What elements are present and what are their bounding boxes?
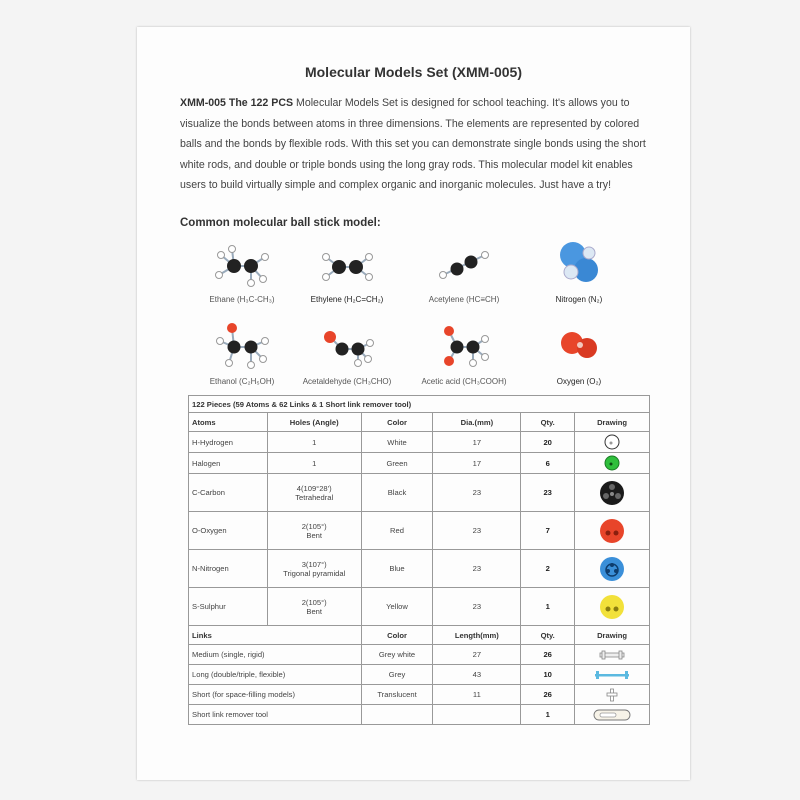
atom-drawing xyxy=(575,588,650,626)
molecule-acetylene xyxy=(404,237,524,304)
atom-holes: 1 xyxy=(267,453,361,474)
column-header: Qty. xyxy=(521,413,575,432)
ethane-model-icon xyxy=(207,237,277,293)
atom-name: S-Sulphur xyxy=(189,588,268,626)
acetic-acid-model-icon xyxy=(429,319,499,375)
models-subheading: Common molecular ball stick model: xyxy=(180,217,381,229)
molecule-caption: Ethane (H₃C-CH₃) xyxy=(209,295,275,304)
column-header: Qty. xyxy=(521,626,575,645)
acetaldehyde-model-icon xyxy=(312,319,382,375)
nitrogen-model-icon xyxy=(544,237,614,293)
table-row xyxy=(189,685,650,705)
atom-quantity: 23 xyxy=(521,474,575,512)
long-link-icon xyxy=(592,669,632,681)
link-quantity: 10 xyxy=(521,665,575,685)
column-header: Color xyxy=(361,626,433,645)
ethanol-model-icon xyxy=(207,319,277,375)
links-header-row xyxy=(189,626,650,645)
link-name: Long (double/triple, flexible) xyxy=(189,665,362,685)
atom-diameter: 23 xyxy=(433,512,521,550)
column-header: Color xyxy=(361,413,433,432)
molecule-acetaldehyde xyxy=(287,319,407,386)
acetylene-model-icon xyxy=(429,237,499,293)
atom-quantity: 6 xyxy=(521,453,575,474)
molecule-ethylene xyxy=(287,237,407,304)
link-drawing xyxy=(575,645,650,665)
table-row xyxy=(189,474,650,512)
link-color xyxy=(361,705,433,725)
atoms-header-row xyxy=(189,413,650,432)
molecule-nitrogen xyxy=(519,237,639,304)
atom-quantity: 20 xyxy=(521,432,575,453)
atom-name: C-Carbon xyxy=(189,474,268,512)
molecule-caption: Acetylene (HC≡CH) xyxy=(428,295,500,304)
atom-holes: 4(109°28') xyxy=(296,483,332,493)
atom-holes: 3(107°) xyxy=(301,559,327,569)
link-color: Grey white xyxy=(361,645,433,665)
atom-name: H-Hydrogen xyxy=(189,432,268,453)
link-drawing xyxy=(575,665,650,685)
atom-geometry: Trigonal pyramidal xyxy=(283,568,346,578)
intro-lead: XMM-005 The 122 PCS xyxy=(180,97,294,109)
atom-diameter: 23 xyxy=(433,550,521,588)
table-caption: 122 Pieces (59 Atoms & 62 Links & 1 Short link remover tool) xyxy=(189,396,650,413)
atom-drawing xyxy=(575,512,650,550)
atom-geometry: Tetrahedral xyxy=(295,492,334,502)
hydrogen-ball-icon xyxy=(603,433,621,451)
components-table xyxy=(188,395,650,725)
link-length xyxy=(433,705,521,725)
table-row xyxy=(189,453,650,474)
atom-color: Black xyxy=(361,474,433,512)
table-caption-row xyxy=(189,396,650,413)
molecule-ethanol xyxy=(182,319,302,386)
atom-color: White xyxy=(361,432,433,453)
ethylene-model-icon xyxy=(312,237,382,293)
atom-color: Green xyxy=(361,453,433,474)
atom-color: Yellow xyxy=(361,588,433,626)
column-header: Holes (Angle) xyxy=(267,413,361,432)
atom-holes-cell xyxy=(267,588,361,626)
atom-color: Red xyxy=(361,512,433,550)
oxygen-ball-icon xyxy=(598,517,626,545)
atom-geometry: Bent xyxy=(306,530,322,540)
nitrogen-ball-icon xyxy=(598,555,626,583)
table-row xyxy=(189,432,650,453)
atom-geometry: Bent xyxy=(306,606,322,616)
sulphur-ball-icon xyxy=(598,593,626,621)
atom-holes-cell xyxy=(267,512,361,550)
molecule-caption: Nitrogen (N₂) xyxy=(555,295,603,304)
molecule-ethane xyxy=(182,237,302,304)
oxygen-model-icon xyxy=(544,319,614,375)
atom-color: Blue xyxy=(361,550,433,588)
molecule-caption: Oxygen (O₂) xyxy=(556,377,602,386)
link-drawing xyxy=(575,685,650,705)
instruction-sheet xyxy=(137,27,690,780)
link-color: Translucent xyxy=(361,685,433,705)
atom-holes-cell xyxy=(267,474,361,512)
link-length: 27 xyxy=(433,645,521,665)
atom-quantity: 1 xyxy=(521,588,575,626)
column-header: Length(mm) xyxy=(433,626,521,645)
table-row xyxy=(189,665,650,685)
atom-drawing xyxy=(575,474,650,512)
carbon-ball-icon xyxy=(598,479,626,507)
short-link-icon xyxy=(605,688,619,702)
atom-name: O-Oxygen xyxy=(189,512,268,550)
atom-name: Halogen xyxy=(189,453,268,474)
table-row xyxy=(189,512,650,550)
atom-diameter: 23 xyxy=(433,588,521,626)
molecule-caption: Acetic acid (CH₃COOH) xyxy=(421,377,507,386)
column-header: Drawing xyxy=(575,413,650,432)
atom-diameter: 17 xyxy=(433,453,521,474)
atom-holes: 2(105°) xyxy=(301,521,327,531)
link-length: 11 xyxy=(433,685,521,705)
table-row xyxy=(189,705,650,725)
column-header: Atoms xyxy=(189,413,268,432)
atom-drawing xyxy=(575,550,650,588)
atom-quantity: 7 xyxy=(521,512,575,550)
molecule-acetic-acid xyxy=(404,319,524,386)
intro-body: Molecular Models Set is designed for school teaching. It's allows you to visualize the bonds between atoms in three dimensions. The elements are represented by colored balls and the bonds by flexible rods. With this set you can demonstrate single bonds using the short white rods, and double or triple bonds using the long gray rods. This molecular model kit enables users to build virtually simple and complex organic and inorganic molecules. Just have a try! xyxy=(180,97,646,192)
atom-drawing xyxy=(575,432,650,453)
link-quantity: 26 xyxy=(521,685,575,705)
atom-quantity: 2 xyxy=(521,550,575,588)
column-header: Dia.(mm) xyxy=(433,413,521,432)
molecule-caption: Ethanol (C₂H₅OH) xyxy=(209,377,275,386)
atom-holes: 2(105°) xyxy=(301,597,327,607)
link-length: 43 xyxy=(433,665,521,685)
atom-drawing xyxy=(575,453,650,474)
atom-diameter: 17 xyxy=(433,432,521,453)
atom-name: N-Nitrogen xyxy=(189,550,268,588)
link-color: Grey xyxy=(361,665,433,685)
table-row xyxy=(189,645,650,665)
remover-tool-icon xyxy=(592,708,632,722)
table-row xyxy=(189,588,650,626)
molecule-oxygen xyxy=(519,319,639,386)
link-quantity: 1 xyxy=(521,705,575,725)
column-header: Drawing xyxy=(575,626,650,645)
link-name: Short (for space-filling models) xyxy=(189,685,362,705)
halogen-ball-icon xyxy=(603,454,621,472)
link-name: Medium (single, rigid) xyxy=(189,645,362,665)
atom-holes-cell xyxy=(267,550,361,588)
medium-link-icon xyxy=(597,649,627,661)
atom-diameter: 23 xyxy=(433,474,521,512)
atom-holes: 1 xyxy=(267,432,361,453)
table-row xyxy=(189,550,650,588)
page-title: Molecular Models Set (XMM-005) xyxy=(304,64,523,80)
link-quantity: 26 xyxy=(521,645,575,665)
link-name: Short link remover tool xyxy=(189,705,362,725)
link-drawing xyxy=(575,705,650,725)
molecule-caption: Acetaldehyde (CH₃CHO) xyxy=(302,377,392,386)
column-header: Links xyxy=(189,626,362,645)
molecule-caption: Ethylene (H₂C=CH₂) xyxy=(310,295,384,304)
intro-paragraph xyxy=(180,93,650,196)
